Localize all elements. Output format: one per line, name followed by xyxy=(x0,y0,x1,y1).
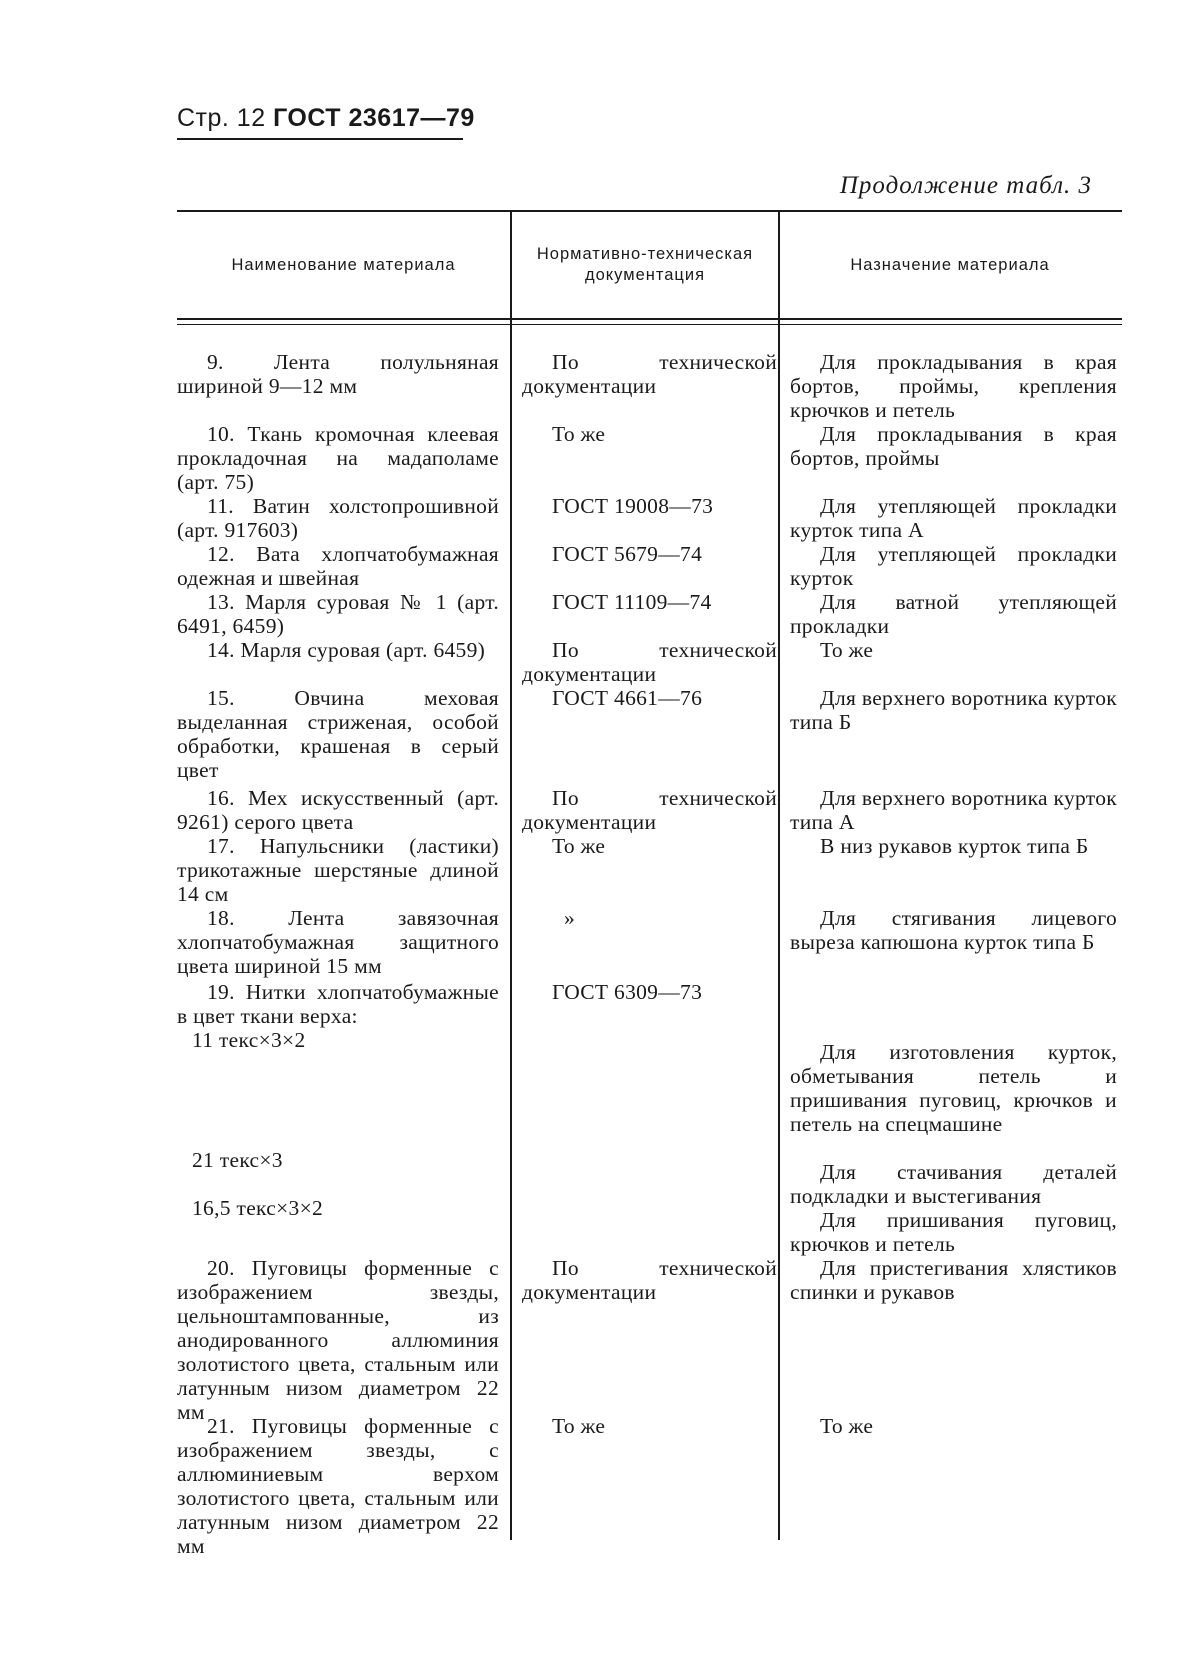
page-header xyxy=(177,104,475,133)
row-9-purpose: Для прокладывания в края бортов, проймы, крепления крючков и петель xyxy=(790,350,1117,422)
row-9-name: 9. Лента полульняная шириной 9—12 мм xyxy=(177,350,499,398)
row-19-sub-1-name: 11 текс×3×2 xyxy=(192,1028,306,1052)
row-15-name: 15. Овчина меховая выделанная стриженая, особой обработки, крашеная в серый цвет xyxy=(177,686,499,782)
row-13-doc: ГОСТ 11109—74 xyxy=(552,590,712,614)
row-14-doc: По технической документации xyxy=(522,638,777,686)
row-14-purpose: То же xyxy=(820,638,874,662)
row-10-doc: То же xyxy=(552,422,606,446)
row-15-purpose: Для верхнего воротника курток типа Б xyxy=(790,686,1117,734)
row-20-doc: По технической документации xyxy=(522,1256,777,1304)
row-16-purpose: Для верхнего воротника курток типа А xyxy=(790,786,1117,834)
row-21-name: 21. Пуговицы форменные с изображением звезды, с аллюминиевым верхом золотистого цвета, стальным или латунным низом диаметром 22 мм xyxy=(177,1414,499,1558)
row-11-name: 11. Ватин холстопрошивной (арт. 917603) xyxy=(177,494,499,542)
row-12-name: 12. Вата хлопчатобумажная одежная и швейная xyxy=(177,542,499,590)
row-20-purpose: Для пристегивания хлястиков спинки и рукавов xyxy=(790,1256,1117,1304)
row-17-purpose: В низ рукавов курток типа Б xyxy=(820,834,1089,858)
row-16-name: 16. Мех искусственный (арт. 9261) серого цвета xyxy=(177,786,499,834)
row-15-doc: ГОСТ 4661—76 xyxy=(552,686,703,710)
column-header-name: Наименование материала xyxy=(231,255,456,274)
row-19-name: 19. Нитки хлопчатобумажные в цвет ткани верха: xyxy=(177,980,499,1028)
column-divider-2 xyxy=(778,210,780,1540)
header-rule xyxy=(177,138,463,140)
row-12-purpose: Для утепляющей прокладки курток xyxy=(790,542,1117,590)
row-16-doc: По технической документации xyxy=(522,786,777,834)
row-12-doc: ГОСТ 5679—74 xyxy=(552,542,703,566)
row-17-name: 17. Напульсники (ластики) трикотажные шерстяные длиной 14 см xyxy=(177,834,499,906)
row-17-doc: То же xyxy=(552,834,606,858)
row-11-purpose: Для утепляющей прокладки курток типа А xyxy=(790,494,1117,542)
row-19-sub-1-purpose: Для изготовления курток, обметывания петель и пришивания пуговиц, крючков и петель на спецмашине xyxy=(790,1040,1117,1136)
row-18-name: 18. Лента завязочная хлопчатобумажная защитного цвета шириной 15 мм xyxy=(177,906,499,978)
page-number: Стр. 12 xyxy=(177,104,266,132)
row-11-doc: ГОСТ 19008—73 xyxy=(552,494,714,518)
row-13-purpose: Для ватной утепляющей прокладки xyxy=(790,590,1117,638)
table-top-rule xyxy=(177,210,1122,212)
column-header-documentation: Нормативно-техническая документация xyxy=(536,245,754,284)
table-header-rule xyxy=(177,318,1122,320)
row-9-doc: По технической документации xyxy=(522,350,777,398)
row-19-sub-3-name: 16,5 текс×3×2 xyxy=(192,1196,324,1220)
row-20-name: 20. Пуговицы форменные с изображением звезды, цельноштампованные, из анодированного аллюминия золотистого цвета, стальным или латунным низом диаметром 22 мм xyxy=(177,1256,499,1424)
row-19-sub-2-purpose: Для стачивания деталей подкладки и выстегивания xyxy=(790,1160,1117,1208)
table-continuation-label: Продолжение табл. 3 xyxy=(839,172,1092,199)
row-13-name: 13. Марля суровая № 1 (арт. 6491, 6459) xyxy=(177,590,499,638)
row-10-name: 10. Ткань кромочная клеевая прокладочная на мадаполаме (арт. 75) xyxy=(177,422,499,494)
row-10-purpose: Для прокладывания в края бортов, проймы xyxy=(790,422,1117,470)
row-19-sub-2-name: 21 текс×3 xyxy=(192,1148,283,1172)
column-header-purpose: Назначение материала xyxy=(850,255,1050,274)
row-21-purpose: То же xyxy=(820,1414,874,1438)
row-18-purpose: Для стягивания лицевого выреза капюшона курток типа Б xyxy=(790,906,1117,954)
row-19-sub-3-purpose: Для пришивания пуговиц, крючков и петель xyxy=(790,1208,1117,1256)
standard-number: ГОСТ 23617—79 xyxy=(273,104,475,132)
row-21-doc: То же xyxy=(552,1414,606,1438)
row-14-name: 14. Марля суровая (арт. 6459) xyxy=(207,638,486,662)
row-18-doc: » xyxy=(564,906,576,930)
column-divider-1 xyxy=(510,210,512,1540)
row-19-doc: ГОСТ 6309—73 xyxy=(552,980,703,1004)
table-header-rule-second xyxy=(177,324,1122,325)
